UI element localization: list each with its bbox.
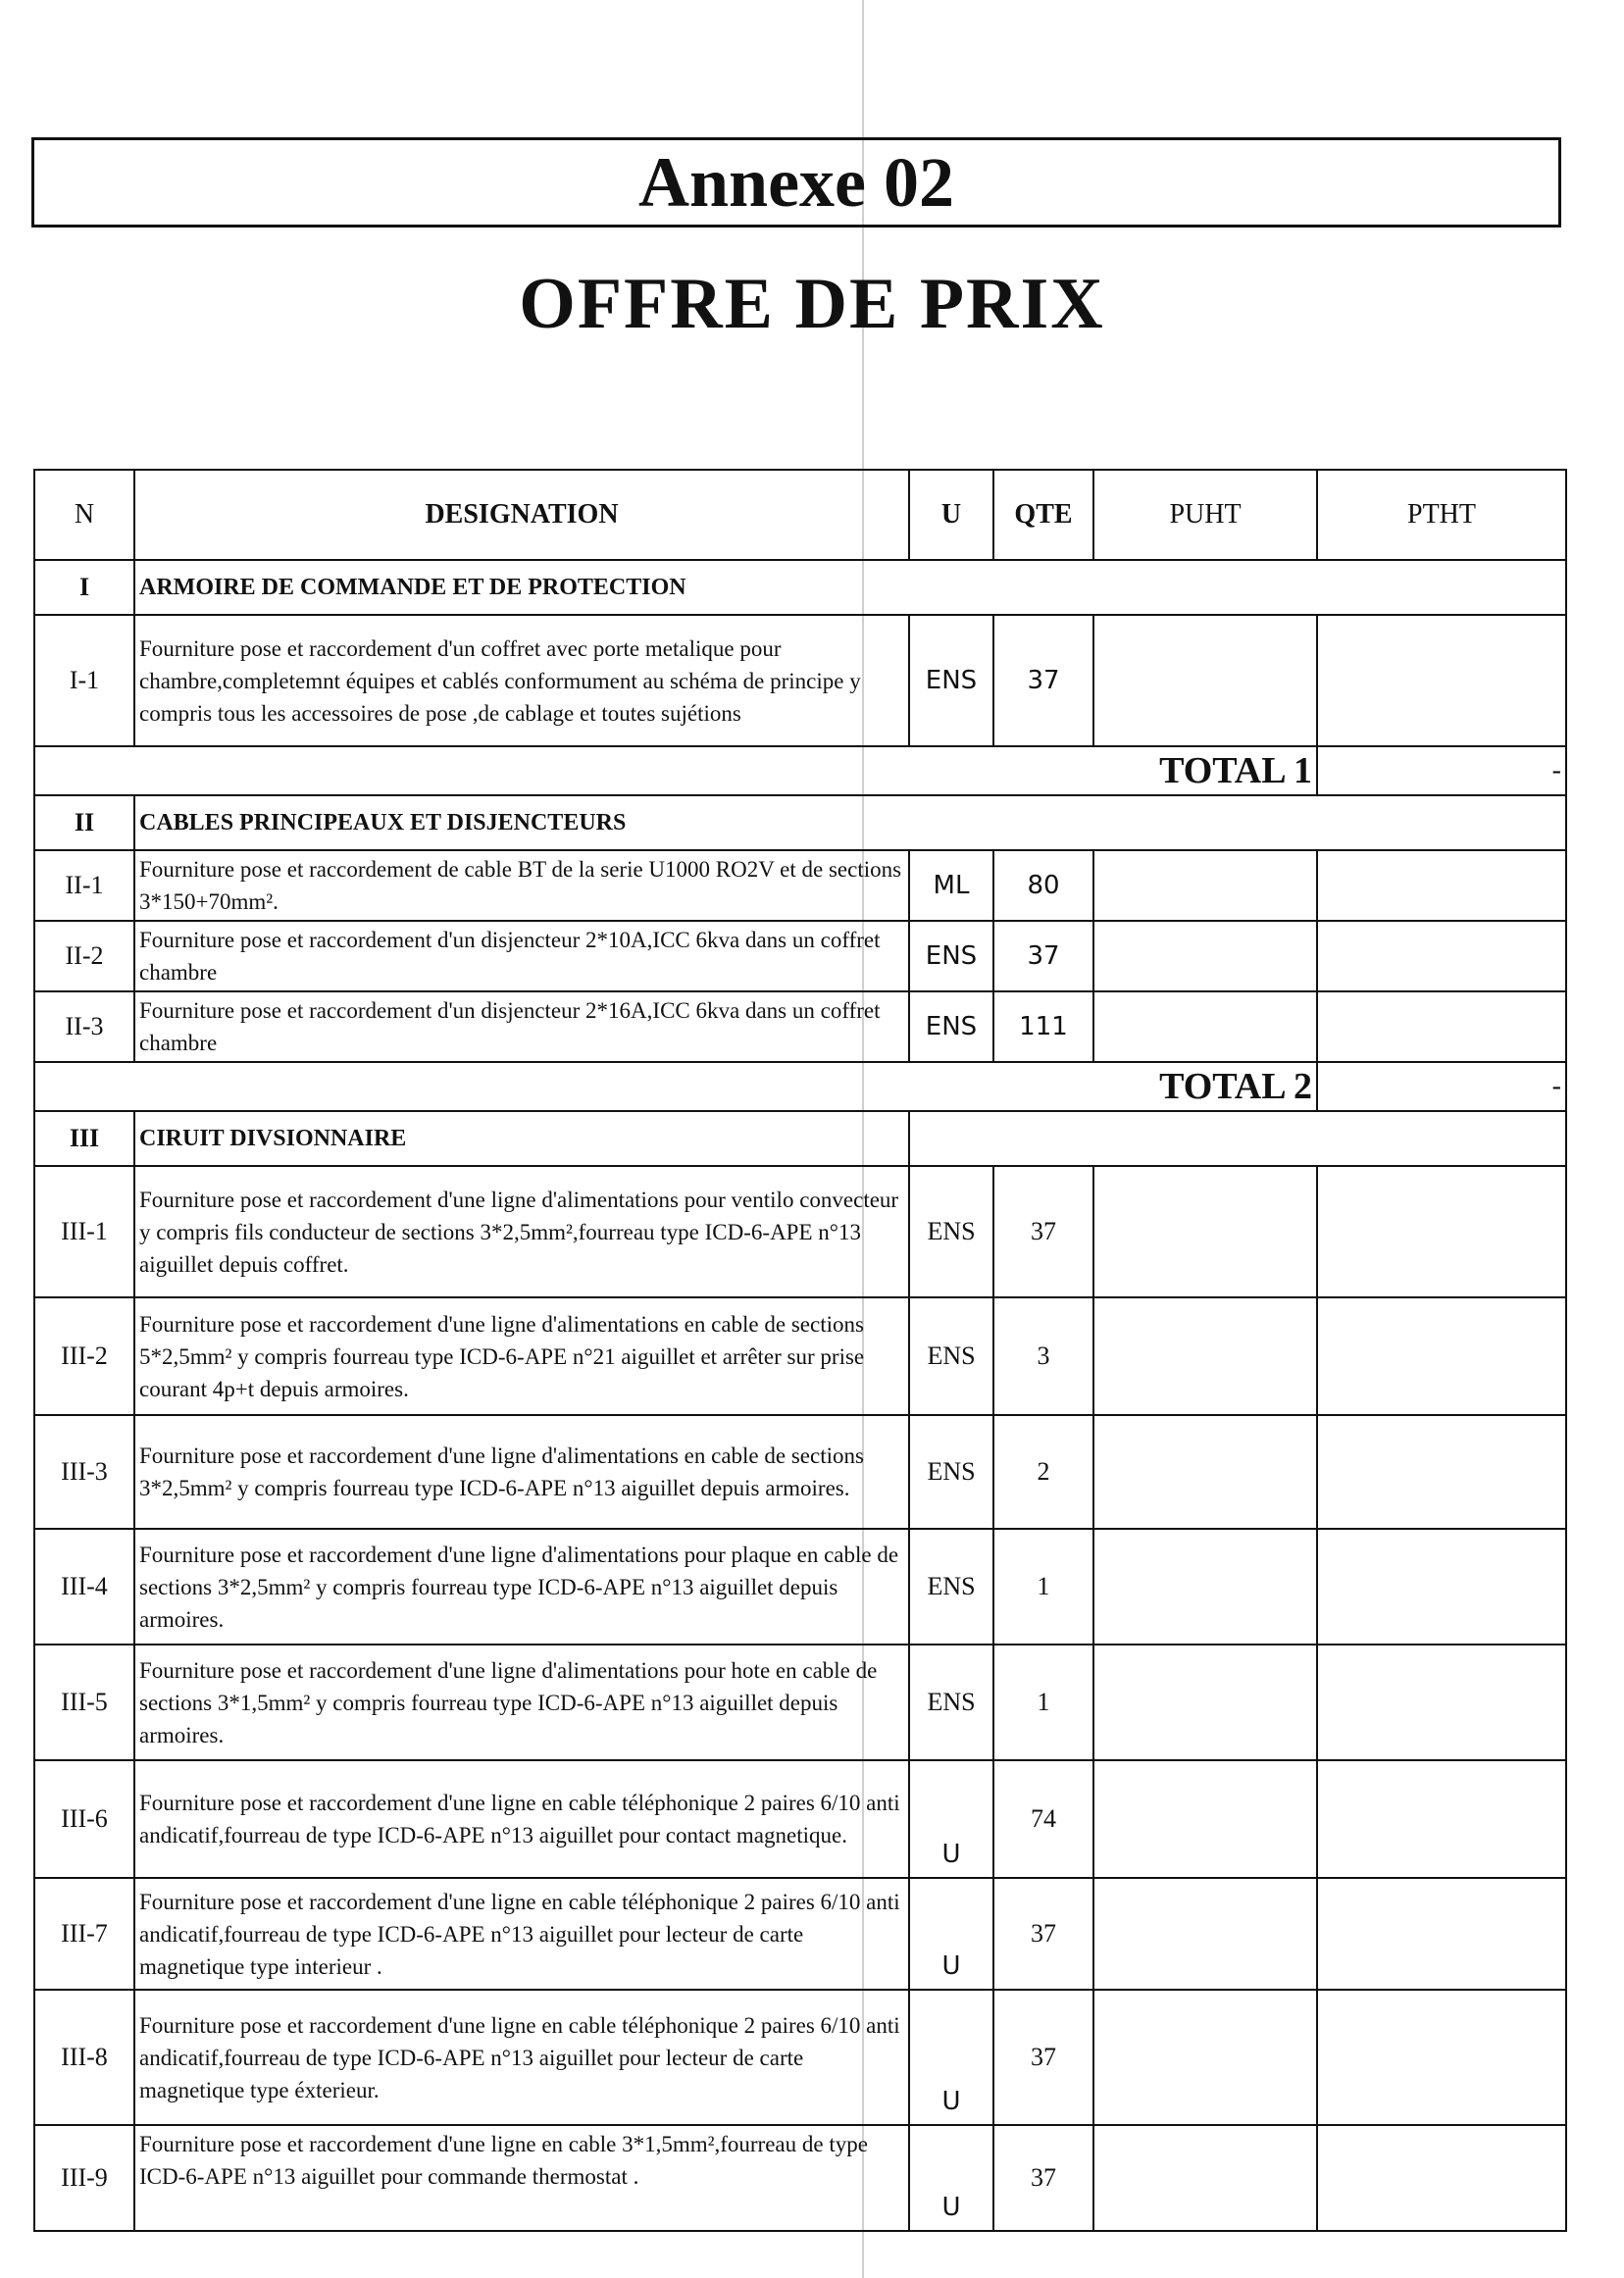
header-row <box>34 470 1566 560</box>
col-header-qte: QTE <box>993 470 1093 560</box>
item-puht <box>1093 1297 1317 1415</box>
item-ptht <box>1317 1415 1566 1529</box>
item-designation: Fourniture pose et raccordement d'un coffret avec porte metalique pour chambre,completemnt équipes et cablés conformument au schéma de principe y compris tous les accessoires de pose ,de cablage et toutes sujétions <box>134 615 909 746</box>
item-designation: Fourniture pose et raccordement d'une ligne d'alimentations pour plaque en cable de sections 3*2,5mm² y compris fourreau type ICD-6-APE n°13 aiguillet depuis armoires. <box>134 1529 909 1645</box>
item-puht <box>1093 615 1317 746</box>
table-row <box>34 1878 1566 1990</box>
item-designation: Fourniture pose et raccordement d'une ligne en cable 3*1,5mm²,fourreau de type ICD-6-APE n°13 aiguillet pour commande thermostat . <box>134 2125 909 2231</box>
item-ptht <box>1317 2125 1566 2231</box>
item-puht <box>1093 1166 1317 1297</box>
item-puht <box>1093 1529 1317 1645</box>
item-number: II-3 <box>34 991 134 1062</box>
section-blank-cell <box>909 1111 1566 1166</box>
item-number: III-5 <box>34 1645 134 1760</box>
item-quantity: 111 <box>993 991 1093 1062</box>
item-puht <box>1093 921 1317 991</box>
col-header-puht: PUHT <box>1093 470 1317 560</box>
section-row <box>34 1111 1566 1166</box>
item-ptht <box>1317 991 1566 1062</box>
item-puht <box>1093 1415 1317 1529</box>
total-value: - <box>1317 1062 1566 1111</box>
col-header-u: U <box>909 470 993 560</box>
section-number: II <box>34 795 134 850</box>
table-row <box>34 1760 1566 1878</box>
item-puht <box>1093 850 1317 921</box>
item-unit: ML <box>909 850 993 921</box>
price-table <box>33 469 1567 2232</box>
item-puht <box>1093 1878 1317 1990</box>
item-number: III-8 <box>34 1990 134 2125</box>
col-header-n: N <box>34 470 134 560</box>
item-designation: Fourniture pose et raccordement d'une ligne en cable téléphonique 2 paires 6/10 anti andicatif,fourreau de type ICD-6-APE n°13 aiguillet pour contact magnetique. <box>134 1760 909 1878</box>
item-quantity: 80 <box>993 850 1093 921</box>
item-quantity: 1 <box>993 1645 1093 1760</box>
item-designation: Fourniture pose et raccordement d'une ligne en cable téléphonique 2 paires 6/10 anti andicatif,fourreau de type ICD-6-APE n°13 aiguillet pour lecteur de carte magnetique type interieur . <box>134 1878 909 1990</box>
table-row <box>34 1529 1566 1645</box>
item-quantity: 37 <box>993 1990 1093 2125</box>
item-unit: U <box>909 1878 993 1990</box>
item-designation: Fourniture pose et raccordement d'un disjencteur 2*10A,ICC 6kva dans un coffret chambre <box>134 921 909 991</box>
item-number: III-3 <box>34 1415 134 1529</box>
table-row <box>34 615 1566 746</box>
table-row <box>34 850 1566 921</box>
annex-title: Annexe 02 <box>638 143 954 222</box>
item-ptht <box>1317 1760 1566 1878</box>
table-row <box>34 991 1566 1062</box>
item-unit: ENS <box>909 615 993 746</box>
table-row <box>34 1297 1566 1415</box>
table-row <box>34 1166 1566 1297</box>
col-header-designation: DESIGNATION <box>134 470 909 560</box>
item-ptht <box>1317 921 1566 991</box>
item-designation: Fourniture pose et raccordement d'un disjencteur 2*16A,ICC 6kva dans un coffret chambre <box>134 991 909 1062</box>
item-quantity: 1 <box>993 1529 1093 1645</box>
section-title: ARMOIRE DE COMMANDE ET DE PROTECTION <box>134 560 1566 615</box>
item-unit: ENS <box>909 1297 993 1415</box>
item-unit: ENS <box>909 1645 993 1760</box>
col-header-ptht: PTHT <box>1317 470 1566 560</box>
section-row <box>34 560 1566 615</box>
total-label: TOTAL 1 <box>34 746 1317 795</box>
item-unit: U <box>909 2125 993 2231</box>
item-number: I-1 <box>34 615 134 746</box>
table-row <box>34 2125 1566 2231</box>
item-quantity: 37 <box>993 2125 1093 2231</box>
item-ptht <box>1317 1529 1566 1645</box>
section-title: CIRUIT DIVSIONNAIRE <box>134 1111 909 1166</box>
total-row <box>34 746 1566 795</box>
item-unit: U <box>909 1760 993 1878</box>
item-number: III-4 <box>34 1529 134 1645</box>
item-unit: ENS <box>909 921 993 991</box>
item-puht <box>1093 2125 1317 2231</box>
item-unit: ENS <box>909 1415 993 1529</box>
section-number: I <box>34 560 134 615</box>
item-designation: Fourniture pose et raccordement d'une ligne en cable téléphonique 2 paires 6/10 anti andicatif,fourreau de type ICD-6-APE n°13 aiguillet pour lecteur de carte magnetique type éxterieur. <box>134 1990 909 2125</box>
table-row <box>34 1990 1566 2125</box>
item-ptht <box>1317 615 1566 746</box>
item-puht <box>1093 991 1317 1062</box>
item-unit: ENS <box>909 1166 993 1297</box>
item-ptht <box>1317 1166 1566 1297</box>
item-quantity: 2 <box>993 1415 1093 1529</box>
annex-title-box <box>31 137 1561 228</box>
item-puht <box>1093 1990 1317 2125</box>
item-ptht <box>1317 1990 1566 2125</box>
total-value: - <box>1317 746 1566 795</box>
item-number: III-6 <box>34 1760 134 1878</box>
item-number: III-9 <box>34 2125 134 2231</box>
item-quantity: 74 <box>993 1760 1093 1878</box>
item-designation: Fourniture pose et raccordement d'une ligne d'alimentations pour hote en cable de sections 3*1,5mm² y compris fourreau type ICD-6-APE n°13 aiguillet depuis armoires. <box>134 1645 909 1760</box>
item-number: III-1 <box>34 1166 134 1297</box>
main-title: OFFRE DE PRIX <box>519 264 1105 344</box>
section-number: III <box>34 1111 134 1166</box>
item-puht <box>1093 1760 1317 1878</box>
section-row <box>34 795 1566 850</box>
item-designation: Fourniture pose et raccordement d'une ligne d'alimentations en cable de sections 5*2,5mm² y compris fourreau type ICD-6-APE n°21 aiguillet et arrêter sur prise courant 4p+t depuis armoires. <box>134 1297 909 1415</box>
item-designation: Fourniture pose et raccordement de cable BT de la serie U1000 RO2V et de sections 3*150+70mm². <box>134 850 909 921</box>
item-unit: ENS <box>909 991 993 1062</box>
item-number: II-1 <box>34 850 134 921</box>
table-row <box>34 1415 1566 1529</box>
item-unit: ENS <box>909 1529 993 1645</box>
total-label: TOTAL 2 <box>34 1062 1317 1111</box>
item-ptht <box>1317 1878 1566 1990</box>
item-quantity: 37 <box>993 921 1093 991</box>
item-quantity: 37 <box>993 1166 1093 1297</box>
item-designation: Fourniture pose et raccordement d'une ligne d'alimentations pour ventilo convecteur y compris fils conducteur de sections 3*2,5mm²,fourreau type ICD-6-APE n°13 aiguillet depuis coffret. <box>134 1166 909 1297</box>
item-ptht <box>1317 1297 1566 1415</box>
item-number: II-2 <box>34 921 134 991</box>
item-number: III-7 <box>34 1878 134 1990</box>
table-row <box>34 921 1566 991</box>
item-ptht <box>1317 850 1566 921</box>
item-quantity: 37 <box>993 1878 1093 1990</box>
total-row <box>34 1062 1566 1111</box>
item-number: III-2 <box>34 1297 134 1415</box>
item-puht <box>1093 1645 1317 1760</box>
table-row <box>34 1645 1566 1760</box>
item-quantity: 37 <box>993 615 1093 746</box>
item-quantity: 3 <box>993 1297 1093 1415</box>
item-ptht <box>1317 1645 1566 1760</box>
section-title: CABLES PRINCIPEAUX ET DISJENCTEURS <box>134 795 1566 850</box>
item-unit: U <box>909 1990 993 2125</box>
item-designation: Fourniture pose et raccordement d'une ligne d'alimentations en cable de sections 3*2,5mm² y compris fourreau type ICD-6-APE n°13 aiguillet depuis armoires. <box>134 1415 909 1529</box>
